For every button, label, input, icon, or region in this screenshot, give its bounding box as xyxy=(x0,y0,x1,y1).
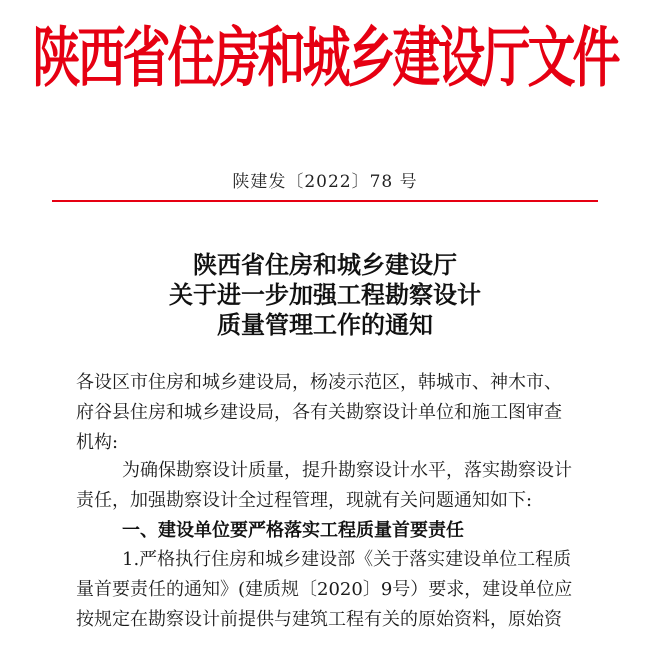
document-title xyxy=(0,250,650,340)
intro-line: 为确保勘察设计质量，提升勘察设计水平，落实勘察设计 xyxy=(122,460,572,481)
intro-line: 责任，加强勘察设计全过程管理，现就有关问题通知如下: xyxy=(76,490,533,511)
item-1-line: 按规定在勘察设计前提供与建筑工程有关的原始资料，原始资 xyxy=(76,609,562,630)
addressee-line: 府谷县住房和城乡建设局，各有关勘察设计单位和施工图审查 xyxy=(76,402,562,423)
addressee-paragraph xyxy=(76,368,576,458)
addressee-line: 机构: xyxy=(76,432,119,453)
title-line-1: 陕西省住房和城乡建设厅 xyxy=(193,250,457,279)
title-line-3: 质量管理工作的通知 xyxy=(217,310,433,339)
masthead-title: 陕西省住房和城乡建设厅文件 xyxy=(32,20,618,97)
item-1-paragraph xyxy=(76,545,576,635)
section-heading-1: 一、建设单位要严格落实工程质量首要责任 xyxy=(122,520,464,541)
item-1-line: 量首要责任的通知》(建质规〔2020〕9号）要求，建设单位应 xyxy=(76,579,573,600)
title-line-2: 关于进一步加强工程勘察设计 xyxy=(169,280,481,309)
red-divider-rule xyxy=(52,200,598,202)
intro-paragraph xyxy=(76,456,576,516)
document-number: 陕建发〔2022〕78 号 xyxy=(232,172,418,192)
addressee-line: 各设区市住房和城乡建设局，杨凌示范区，韩城市、神木市、 xyxy=(76,372,562,393)
item-1-line: 1.严格执行住房和城乡建设部《关于落实建设单位工程质 xyxy=(122,549,572,570)
